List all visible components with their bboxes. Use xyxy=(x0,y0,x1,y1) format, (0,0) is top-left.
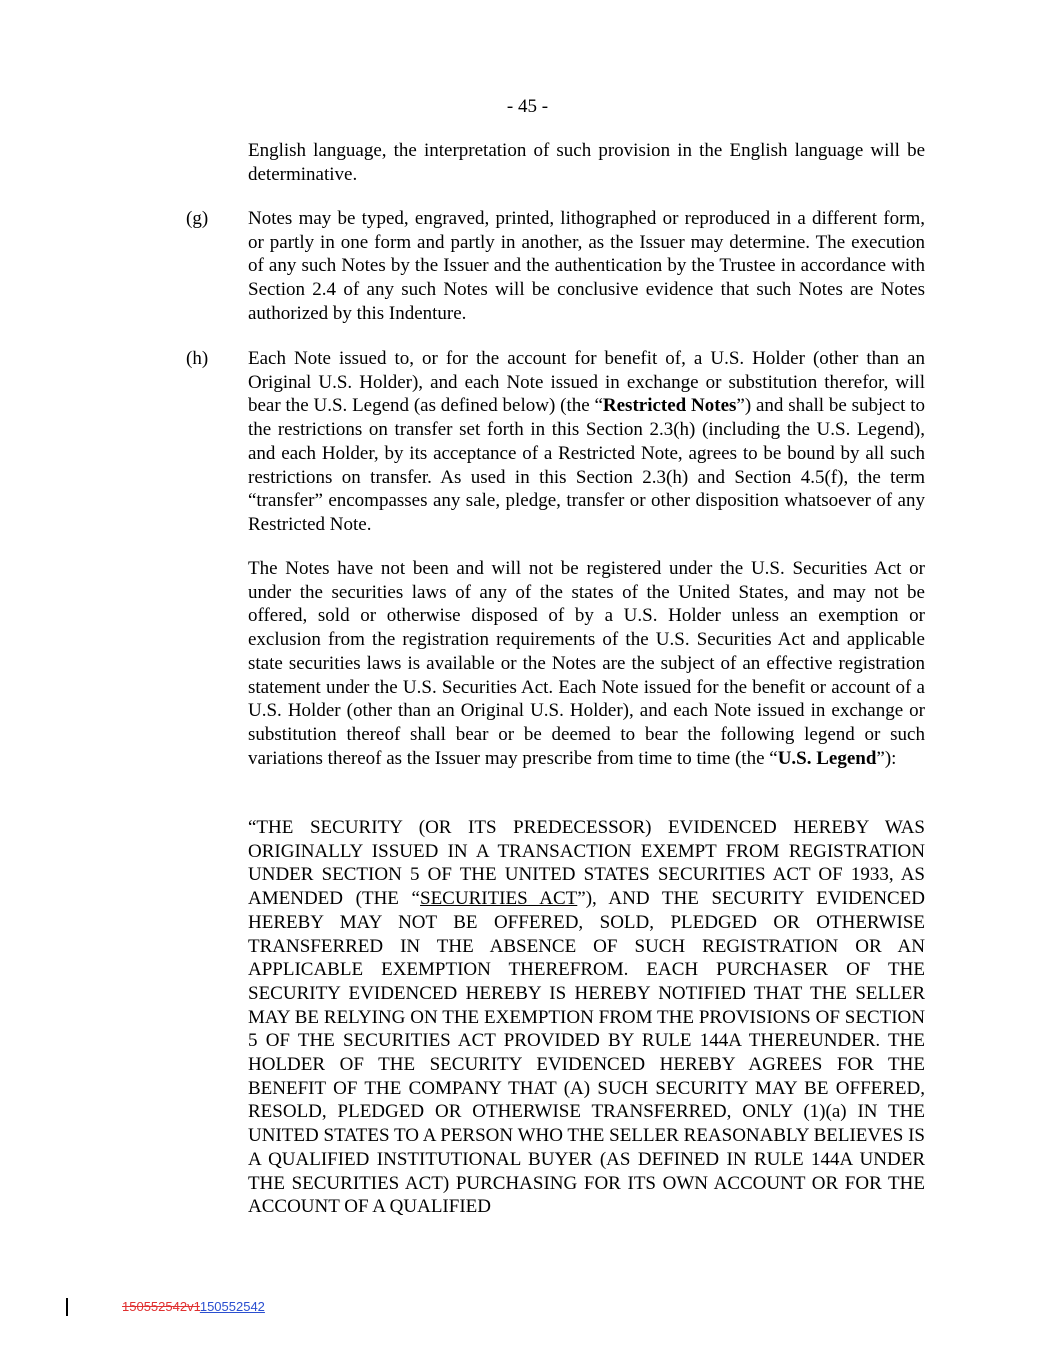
document-id-footer xyxy=(122,1299,265,1314)
notes-registration-paragraph xyxy=(248,557,925,770)
clause-h-text-1: Each Note issued to, or for the account for benefit of, a U.S. Holder (other than an Original U.S. Holder), and each Note issued in exchange or substitution therefor, will bear the U.S. Legend (as defined below) (the “ xyxy=(248,348,925,417)
clause-h-label: (h) xyxy=(186,348,209,369)
page-number: - 45 - xyxy=(506,96,549,117)
notes-text-2: ”): xyxy=(876,747,897,769)
us-legend-term: U.S. Legend xyxy=(777,747,877,769)
clause-g-text: Notes may be typed, engraved, printed, lithographed or reproduced in a different form, or partly in one form and partly in another, as the Issuer may determine. The execution of any such Notes by the Issuer and the authentication by the Trustee in accordance with Section 2.4 of any such Notes will be conclusive evidence that such Notes are Notes authorized by this Indenture. xyxy=(248,208,925,324)
clause-h-paragraph xyxy=(248,347,925,537)
restricted-notes-term: Restricted Notes xyxy=(602,395,737,417)
continuation-paragraph xyxy=(248,139,925,186)
continuation-text: English language, the interpretation of such provision in the English language will be determinative. xyxy=(248,140,925,185)
clause-h-text-2: ”) and shall be subject to the restrictions on transfer set forth in this Section 2.3(h) (including the U.S. Legend), and each Holder, by its acceptance of a Restricted Note, agrees to be bound by all such restrictions on transfer. As used in this Section 2.3(h) and Section 4.5(f), the term “transfer” encompasses any sale, pledge, transfer or other disposition whatsoever of any Restricted Note. xyxy=(248,395,926,535)
deleted-doc-id: 150552542v1 xyxy=(122,1299,200,1314)
clause-g-paragraph xyxy=(248,207,925,326)
us-legend-paragraph xyxy=(248,816,925,1219)
inserted-doc-id: 150552542 xyxy=(199,1299,265,1314)
change-bar xyxy=(66,1298,68,1316)
securities-act-term: SECURITIES ACT xyxy=(420,888,578,910)
clause-g-label: (g) xyxy=(186,208,209,229)
legend-text-1: “THE SECURITY (OR ITS PREDECESSOR) EVIDENCED HEREBY WAS ORIGINALLY ISSUED IN A TRANSACTION EXEMPT FROM REGISTRATION UNDER SECTION 5 OF THE UNITED STATES SECURITIES ACT OF 1933, AS AMENDED (THE “ xyxy=(248,817,925,910)
legend-text-2: ”), AND THE SECURITY EVIDENCED HEREBY MAY NOT BE OFFERED, SOLD, PLEDGED OR OTHERWISE TRANSFERRED IN THE ABSENCE OF SUCH REGISTRATION OR AN APPLICABLE EXEMPTION THEREFROM. EACH PURCHASER OF THE SECURITY EVIDENCED HEREBY IS HEREBY NOTIFIED THAT THE SELLER MAY BE RELYING ON THE EXEMPTION FROM THE PROVISIONS OF SECTION 5 OF THE SECURITIES ACT PROVIDED BY RULE 144A THEREUNDER. THE HOLDER OF THE SECURITY EVIDENCED HEREBY AGREES FOR THE BENEFIT OF THE COMPANY THAT (A) SUCH SECURITY MAY BE OFFERED, RESOLD, PLEDGED OR OTHERWISE TRANSFERRED, ONLY (1)(a) IN THE UNITED STATES TO A PERSON WHO THE SELLER REASONABLY BELIEVES IS A QUALIFIED INSTITUTIONAL BUYER (AS DEFINED IN RULE 144A UNDER THE SECURITIES ACT) PURCHASING FOR ITS OWN ACCOUNT OR FOR THE ACCOUNT OF A QUALIFIED xyxy=(248,888,926,1218)
notes-text-1: The Notes have not been and will not be registered under the U.S. Securities Act or under the securities laws of any of the states of the United States, and may not be offered, sold or otherwise disposed of by a U.S. Holder unless an exemption or exclusion from the registration requirements of the U.S. Securities Act and applicable state securities laws is available or the Notes are the subject of an effective registration statement under the U.S. Securities Act. Each Note issued for the benefit or account of a U.S. Holder (other than an Original U.S. Holder), and each Note issued in exchange or substitution thereof shall bear or be deemed to bear the following legend or such variations thereof as the Issuer may prescribe from time to time (the “ xyxy=(248,558,925,769)
